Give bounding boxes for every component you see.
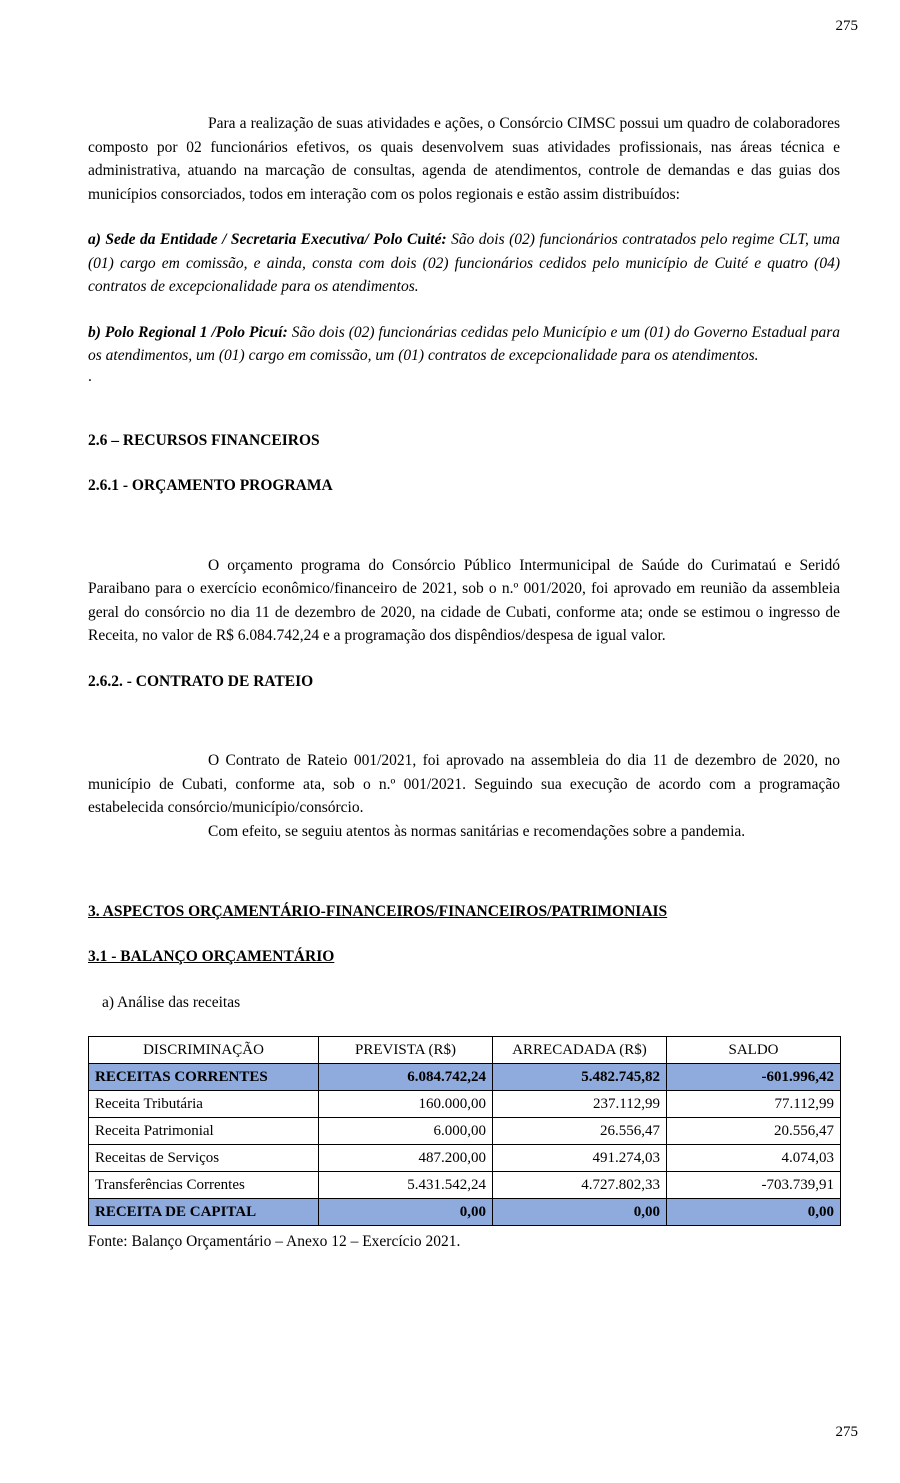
table-source-note: Fonte: Balanço Orçamentário – Anexo 12 – Exercício 2021. bbox=[88, 1233, 461, 1251]
list-item-analise-receitas: a) Análise das receitas bbox=[102, 993, 241, 1011]
row-arrecadada: 0,00 bbox=[493, 1199, 667, 1226]
row-prevista: 6.084.742,24 bbox=[319, 1064, 493, 1091]
row-prevista: 0,00 bbox=[319, 1199, 493, 1226]
table-row bbox=[89, 1091, 841, 1118]
row-saldo: 4.074,03 bbox=[667, 1145, 841, 1172]
item-b-text: São dois (02) funcionárias cedidas pelo Município e um (01) do Governo Estadual para os atendimentos, um (01) cargo em comissão, um (01) contratos de excepcionalidade para os atendimentos. bbox=[88, 323, 840, 365]
paragraph-item-b bbox=[88, 321, 840, 368]
paragraph-pandemia: Com efeito, se seguiu atentos às normas sanitárias e recomendações sobre a pandemia. bbox=[208, 822, 746, 840]
row-saldo: 20.556,47 bbox=[667, 1118, 841, 1145]
paragraph-intro: Para a realização de suas atividades e ações, o Consórcio CIMSC possui um quadro de colaboradores composto por 02 funcionários efetivos, os quais desenvolvem suas atividades profissionais, nas áreas técnica e administrativa, atuando na marcação de consultas, agenda de atendimentos, controle de demandas e das guias dos municípios consorciados, todos em interação com os polos regionais e estão assim distribuídos: bbox=[88, 115, 840, 203]
row-prevista: 487.200,00 bbox=[319, 1145, 493, 1172]
row-arrecadada: 5.482.745,82 bbox=[493, 1064, 667, 1091]
row-saldo: -703.739,91 bbox=[667, 1172, 841, 1199]
row-arrecadada: 26.556,47 bbox=[493, 1118, 667, 1145]
heading-aspectos: 3. ASPECTOS ORÇAMENTÁRIO-FINANCEIROS/FINANCEIROS/PATRIMONIAIS bbox=[88, 902, 668, 920]
row-arrecadada: 4.727.802,33 bbox=[493, 1172, 667, 1199]
page-number-top: 275 bbox=[835, 18, 858, 34]
row-prevista: 5.431.542,24 bbox=[319, 1172, 493, 1199]
row-saldo: 77.112,99 bbox=[667, 1091, 841, 1118]
row-label: Transferências Correntes bbox=[89, 1172, 319, 1199]
table-header-saldo: SALDO bbox=[667, 1037, 841, 1064]
heading-balanco-orcamentario: 3.1 - BALANÇO ORÇAMENTÁRIO bbox=[88, 948, 335, 966]
table-header-row bbox=[89, 1037, 841, 1064]
item-b-label: b) Polo Regional 1 /Polo Picuí: bbox=[88, 323, 288, 341]
row-saldo: -601.996,42 bbox=[667, 1064, 841, 1091]
table-row bbox=[89, 1145, 841, 1172]
heading-contrato-rateio: 2.6.2. - CONTRATO DE RATEIO bbox=[88, 672, 314, 690]
stray-period: . bbox=[88, 367, 92, 385]
row-prevista: 6.000,00 bbox=[319, 1118, 493, 1145]
paragraph-item-a bbox=[88, 228, 840, 299]
row-arrecadada: 491.274,03 bbox=[493, 1145, 667, 1172]
item-a-label: a) Sede da Entidade / Secretaria Executiva/ Polo Cuité: bbox=[88, 231, 447, 249]
page-content bbox=[88, 112, 840, 1254]
row-label: RECEITA DE CAPITAL bbox=[89, 1199, 319, 1226]
heading-recursos-financeiros: 2.6 – RECURSOS FINANCEIROS bbox=[88, 431, 320, 449]
row-label: Receita Tributária bbox=[89, 1091, 319, 1118]
balance-table bbox=[88, 1036, 841, 1226]
table-row bbox=[89, 1064, 841, 1091]
table-row bbox=[89, 1118, 841, 1145]
table-header-arrecadada: ARRECADADA (R$) bbox=[493, 1037, 667, 1064]
row-saldo: 0,00 bbox=[667, 1199, 841, 1226]
table-row bbox=[89, 1172, 841, 1199]
row-arrecadada: 237.112,99 bbox=[493, 1091, 667, 1118]
row-label: Receitas de Serviços bbox=[89, 1145, 319, 1172]
table-row bbox=[89, 1199, 841, 1226]
paragraph-orcamento: O orçamento programa do Consórcio Público Intermunicipal de Saúde do Curimataú e Seridó Paraibano para o exercício econômico/financeiro de 2021, sob o n.º 001/2020, foi aprovado em reunião da assembleia geral do consórcio no dia 11 de dezembro de 2020, na cidade de Cubati, conforme ata; onde se estimou o ingresso de Receita, no valor de R$ 6.084.742,24 e a programação dos dispêndios/despesa de igual valor. bbox=[88, 556, 840, 645]
heading-orcamento-programa: 2.6.1 - ORÇAMENTO PROGRAMA bbox=[88, 477, 333, 495]
row-prevista: 160.000,00 bbox=[319, 1091, 493, 1118]
page-number-bottom: 275 bbox=[835, 1424, 858, 1440]
paragraph-rateio: O Contrato de Rateio 001/2021, foi aprovado na assembleia do dia 11 de dezembro de 2020, no município de Cubati, conforme ata, sob o n.º 001/2021. Seguindo sua execução de acordo com a programação estabelecida consórcio/município/consórcio. bbox=[88, 752, 840, 817]
item-a-text: São dois (02) funcionários contratados pelo regime CLT, uma (01) cargo em comissão, e ainda, consta com dois (02) funcionários cedidos pelo município de Cuité e quatro (04) contratos de excepcionalidade para os atendimentos. bbox=[88, 231, 840, 296]
row-label: Receita Patrimonial bbox=[89, 1118, 319, 1145]
row-label: RECEITAS CORRENTES bbox=[89, 1064, 319, 1091]
table-header-prevista: PREVISTA (R$) bbox=[319, 1037, 493, 1064]
table-header-discriminacao: DISCRIMINAÇÃO bbox=[89, 1037, 319, 1064]
